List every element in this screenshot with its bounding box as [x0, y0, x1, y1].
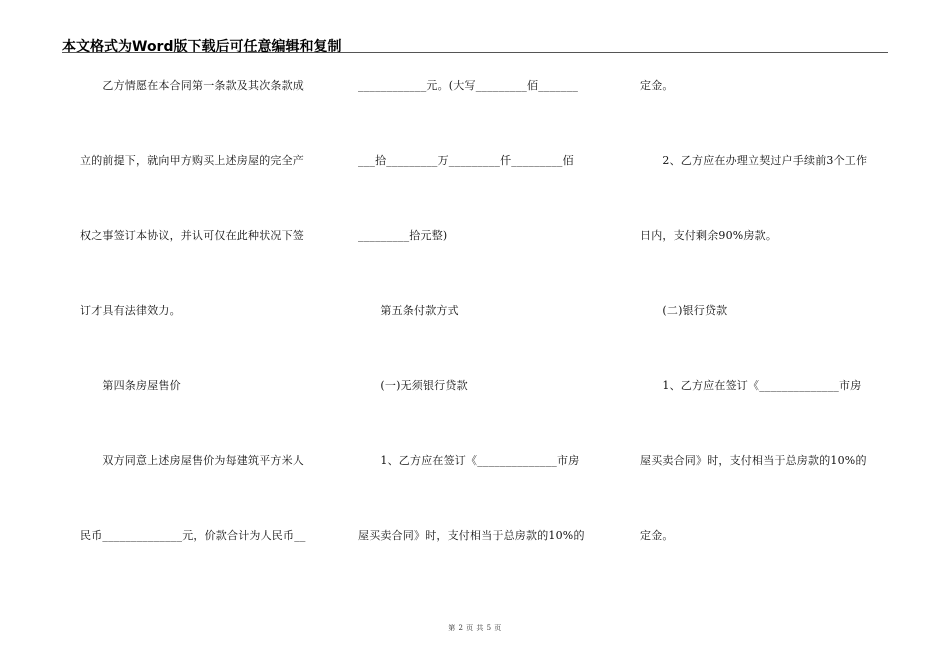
subsection-heading: (二)银行贷款 [640, 304, 728, 317]
text-column-3 [640, 79, 895, 604]
text-line: 订才具有法律效力。 [80, 304, 181, 317]
text-line: 屋买卖合同》时，支付相当于总房款的10%的 [640, 454, 867, 467]
section-heading: 第四条房屋售价 [80, 379, 181, 392]
section-heading: 第五条付款方式 [358, 304, 459, 317]
text-line: 1、乙方应在签订《______________市房 [640, 379, 862, 392]
text-line: 定金。 [640, 529, 674, 542]
text-line: 日内，支付剩余90%房款。 [640, 229, 778, 242]
text-line: 定金。 [640, 79, 674, 92]
text-line: 民币______________元，价款合计为人民币__ [80, 529, 306, 542]
subsection-heading: (一)无须银行贷款 [358, 379, 468, 392]
document-header-title: 本文格式为Word版下载后可任意编辑和复制 [62, 39, 342, 55]
text-line: 屋买卖合同》时，支付相当于总房款的10%的 [358, 529, 585, 542]
text-line: 双方同意上述房屋售价为每建筑平方米人 [80, 454, 304, 467]
text-line: _________拾元整) [358, 229, 448, 242]
header-divider [62, 52, 888, 53]
text-line: ____________元。(大写_________佰_______ [358, 79, 579, 92]
text-line: 1、乙方应在签订《______________市房 [358, 454, 580, 467]
text-line: 权之事签订本协议，并认可仅在此种状况下签 [80, 229, 304, 242]
text-column-1 [80, 79, 330, 604]
text-line: 2、乙方应在办理立契过户手续前3个工作 [640, 154, 868, 167]
text-column-2 [358, 79, 613, 604]
text-line: 立的前提下，就向甲方购买上述房屋的完全产 [80, 154, 304, 167]
text-line: 乙方情愿在本合同第一条款及其次条款成 [80, 79, 304, 92]
page-number: 第 2 页 共 5 页 [448, 624, 502, 632]
text-line: ___拾_________万_________仟_________佰 [358, 154, 574, 167]
